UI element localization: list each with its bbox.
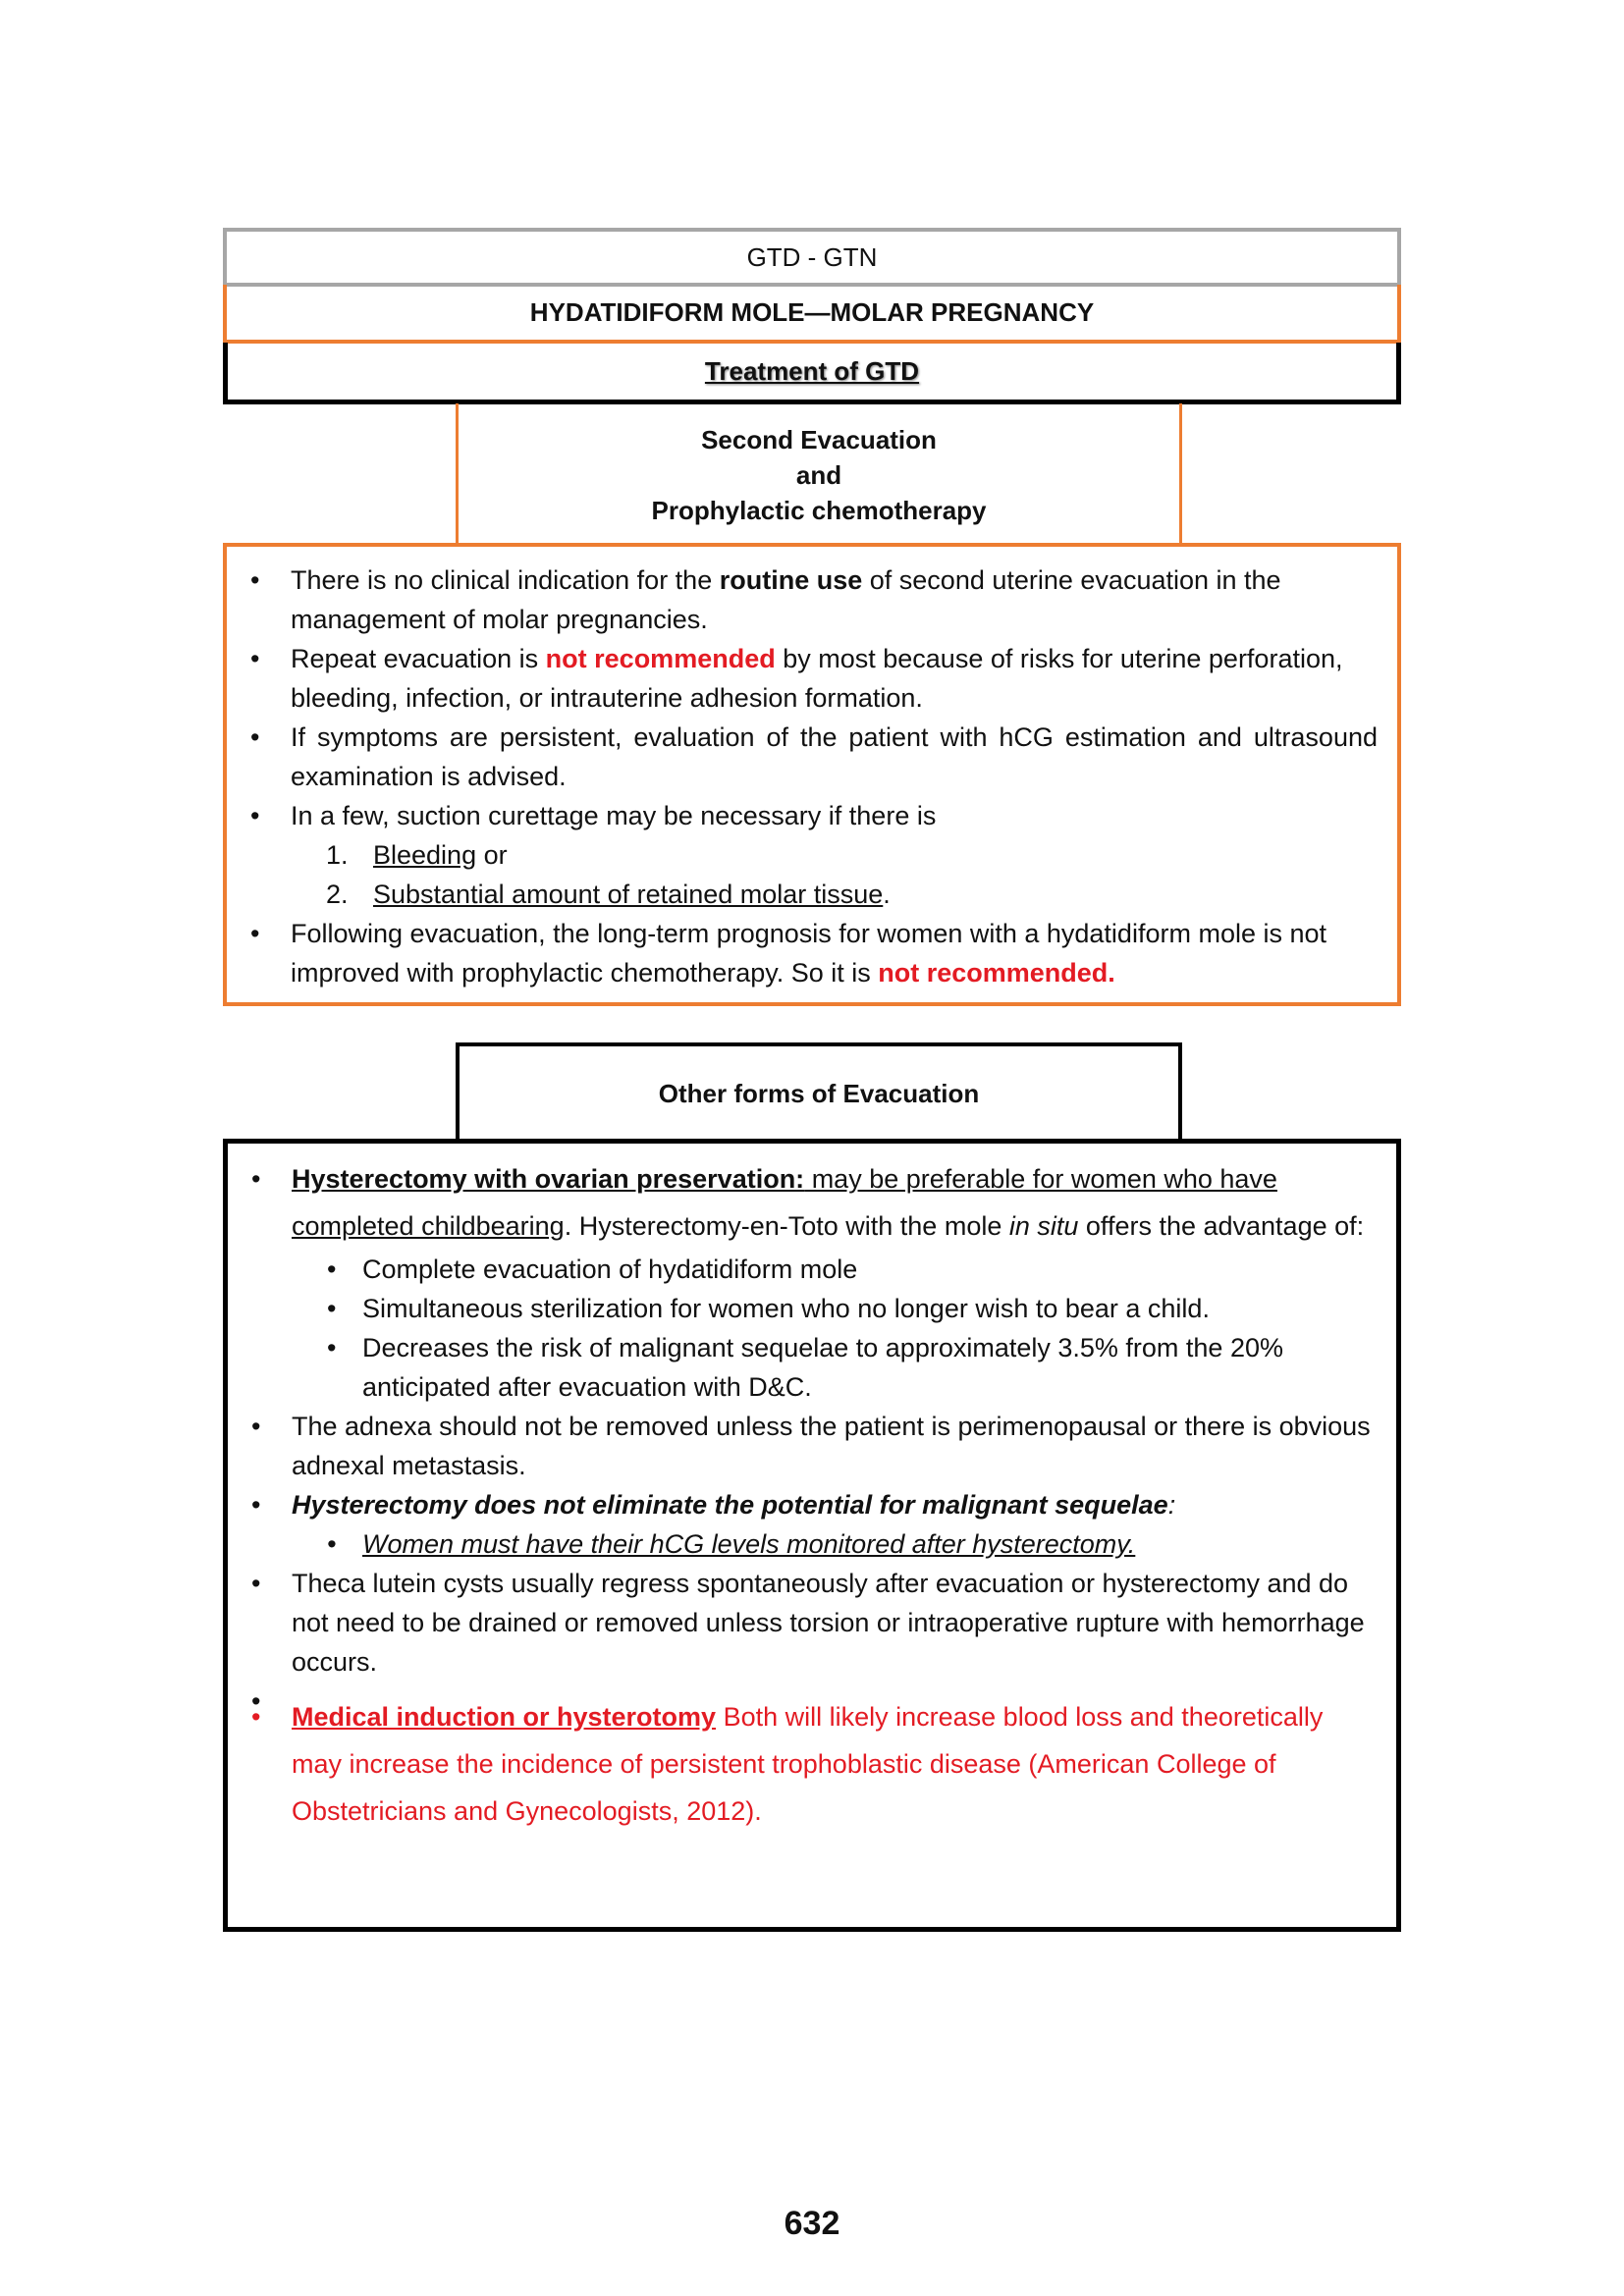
page-number: 632 — [784, 2204, 840, 2242]
emphasis-text: Hysterectomy does not eliminate the potential for malignant sequelae — [292, 1490, 1168, 1520]
emphasis-text: routine use — [719, 565, 863, 595]
sub-list-item: • Simultaneous sterilization for women who no longer wish to bear a child. — [362, 1289, 1377, 1328]
topic-header-box — [223, 228, 1401, 287]
second-evacuation-heading-box — [456, 403, 1182, 546]
section-title: Treatment of GTD — [704, 355, 920, 386]
warning-text: not recommended — [545, 644, 776, 673]
emphasis-text: Medical induction or hysterotomy — [292, 1702, 717, 1732]
list-item: • Repeat evacuation is not recommended by most because of risks for uterine perforation, bleeding, infection, or intrauterine adhesion formation. — [244, 639, 1378, 718]
list-item: • The adnexa should not be removed unless the patient is perimenopausal or there is obvious adnexal metastasis. — [245, 1407, 1377, 1485]
list-item: • Following evacuation, the long-term prognosis for women with a hydatidiform mole is not improved with prophylactic chemotherapy. So it is not recommended. — [244, 914, 1378, 992]
list-item: • Hysterectomy with ovarian preservation: may be preferable for women who have completed childbearing. Hysterectomy-en-Toto with the mole in situ offers the advantage of: • Complete evacuation of hydatidiform mole • Simultaneous sterilization for women who no longer wish to bear a child. • Decreases the risk of malignant sequelae to approximately 3.5% from the 20% anticipated after evacuation with D&C. — [245, 1155, 1377, 1407]
other-forms-title: Other forms of Evacuation — [658, 1078, 980, 1108]
warning-text: not recommended. — [878, 958, 1115, 988]
heading-line: Second Evacuation — [701, 424, 937, 454]
list-item: • In a few, suction curettage may be necessary if there is 1. Bleeding or 2. Substantial amount of retained molar tissue. — [244, 796, 1378, 914]
sub-list-item: • Decreases the risk of malignant sequelae to approximately 3.5% from the 20% anticipated after evacuation with D&C. — [362, 1328, 1377, 1407]
heading-line: and — [795, 459, 842, 490]
numbered-item: 1. Bleeding or — [326, 840, 508, 870]
spacer — [245, 1682, 1377, 1693]
emphasis-text: Hysterectomy with ovarian preservation: — [292, 1164, 805, 1194]
second-evacuation-content-box — [223, 543, 1401, 1006]
numbered-list — [291, 835, 1378, 914]
section-header-box — [223, 343, 1401, 404]
topic-title: GTD - GTN — [746, 241, 878, 272]
list-item: • Hysterectomy does not eliminate the potential for malignant sequelae: • Women must have their hCG levels monitored after hysterectomy. — [245, 1485, 1377, 1564]
bullet-list — [245, 1155, 1377, 1835]
other-forms-heading-box — [456, 1042, 1182, 1141]
list-item: • Theca lutein cysts usually regress spontaneously after evacuation or hysterectomy and do not need to be drained or removed unless torsion or intraoperative rupture with hemorrhage occurs. — [245, 1564, 1377, 1682]
heading-line: Prophylactic chemotherapy — [651, 495, 987, 525]
chapter-header-box — [223, 285, 1401, 344]
sub-list-item: • Complete evacuation of hydatidiform mole — [362, 1250, 1377, 1289]
malignant-sub-list — [292, 1524, 1377, 1564]
list-item: • There is no clinical indication for the routine use of second uterine evacuation in the management of molar pregnancies. — [244, 561, 1378, 639]
list-item: • If symptoms are persistent, evaluation of the patient with hCG estimation and ultrasound examination is advised. — [244, 718, 1378, 796]
list-item: • Medical induction or hysterotomy Both will likely increase blood loss and theoretically may increase the incidence of persistent trophoblastic disease (American College of Obstetricians and Gynecologists, 2012). — [245, 1693, 1377, 1835]
bullet-list — [244, 561, 1378, 992]
chapter-title: HYDATIDIFORM MOLE—MOLAR PREGNANCY — [529, 296, 1095, 327]
numbered-item: 2. Substantial amount of retained molar tissue. — [326, 880, 891, 909]
advantages-list — [292, 1250, 1377, 1407]
sub-list-item: • Women must have their hCG levels monitored after hysterectomy. — [362, 1524, 1377, 1564]
other-forms-content-box — [223, 1139, 1401, 1932]
